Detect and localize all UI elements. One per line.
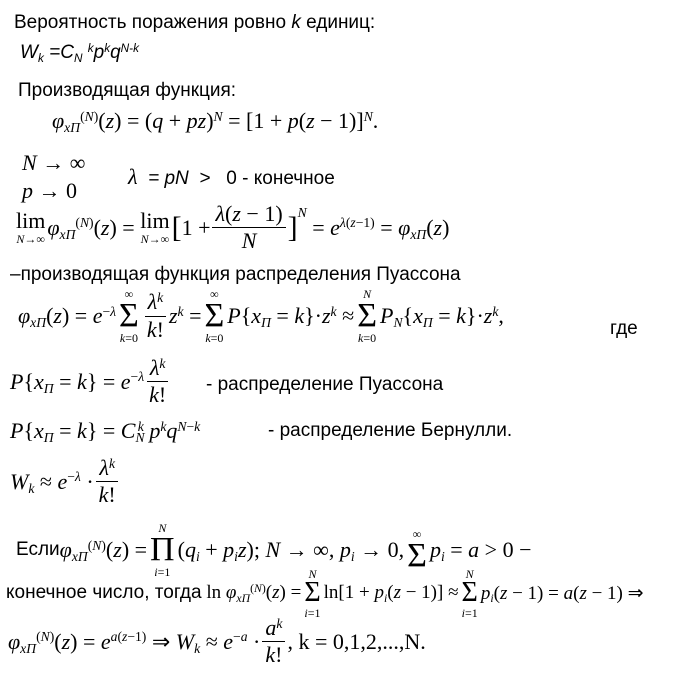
wk-formula: $W_k =C_N$ $^kp^kq^{N-k}$ [20,41,139,65]
gen-func-title: Производящая функция: [18,80,237,101]
poisson-dist-label: - распределение Пуассона [206,374,444,395]
if-text: Если [16,539,60,561]
poisson-formula: $P\{x_П = k\} = e^{-\lambda}$ $\frac{\lambda^k}{k!}$ [10,356,171,407]
finite-text: конечное число, тогда [6,582,202,604]
bernoulli-dist-label: - распределение [268,420,416,441]
bernoulli-line [268,420,512,442]
wk-approx: $W_k \approx e^{-\lambda}$ · $\frac{\lambda^k}{k!}$ [10,456,121,507]
heading-text: Вероятность поражения ровно [14,12,287,33]
n-to-inf: N → ∞ [22,150,86,175]
limit-formula: lim N→∞ $\varphi_{xП}^{(N)}(z)$ = lim N→∞ [ 1 + $\frac{\lambda(z - 1)}{N}$ ] $^N$ = $e^{\lambda(z-1)} = \varphi_{xП}(z)$ [16,201,450,254]
bernoulli-formula: $P\{x_П = k\} = C_N^k$ $p^kq^{N-k}$ [10,418,201,446]
then-line: конечное число, тогда $\ln \varphi_{xП}^{(N)}(z)$ = N Σ i=1 $\ln[1 + p_i(z - 1)]$ ≈ N Σ i=1 $p_i(z - 1) = a(z - 1)$ ⇒ [6,567,644,620]
gen-func-formula: $\varphi_{xП}^{(N)}(z) = (q + pz)^N = [1 + p(z - 1)]^N$. [52,108,379,136]
lambda-line: λ = pN > 0 - конечное [128,164,335,189]
if-line: Если $\varphi_{xП}^{(N)}(z)$ = N Π i=1 $(q_i + p_iz)$; N → ∞, $p_i \to 0$, ∞ Σ $p_i = a > 0$ − [16,521,532,580]
poisson-gen-text: –производящая функция распределения [10,264,371,285]
where-text: где [610,318,638,339]
lambda-finite: конечное [253,168,335,189]
bernoulli-name: Бернулли. [420,420,513,441]
final-eq: k = 0,1,2,...,N. [298,628,426,654]
series-formula: $\varphi_{xП}(z) = e^{-\lambda}$ ∞ Σ k=0 $\frac{\lambda^k}{k!}$ $z^k$ = ∞ Σ k=0 $P\{x_П = k\}\cdot z^k$ ≈ N Σ k=0 $P_N\{x_П = k\}\cdot z^k$, [18,287,504,346]
p-to-0: p → 0 [22,178,77,203]
heading-line [14,12,375,34]
poisson-gen-line [10,264,461,286]
heading-k: k [291,12,301,33]
lambda-zero: 0 - [226,168,249,189]
heading-tail: единиц: [306,12,376,33]
poisson-name: Пуассона [376,264,461,285]
final-line: $\varphi_{xП}^{(N)}(z) = e^{a(z-1)}$ ⇒ $W_k \approx e^{-a}$ · $\frac{a^k}{k!}$ , k = 0,1,2,...,N. [8,615,426,668]
